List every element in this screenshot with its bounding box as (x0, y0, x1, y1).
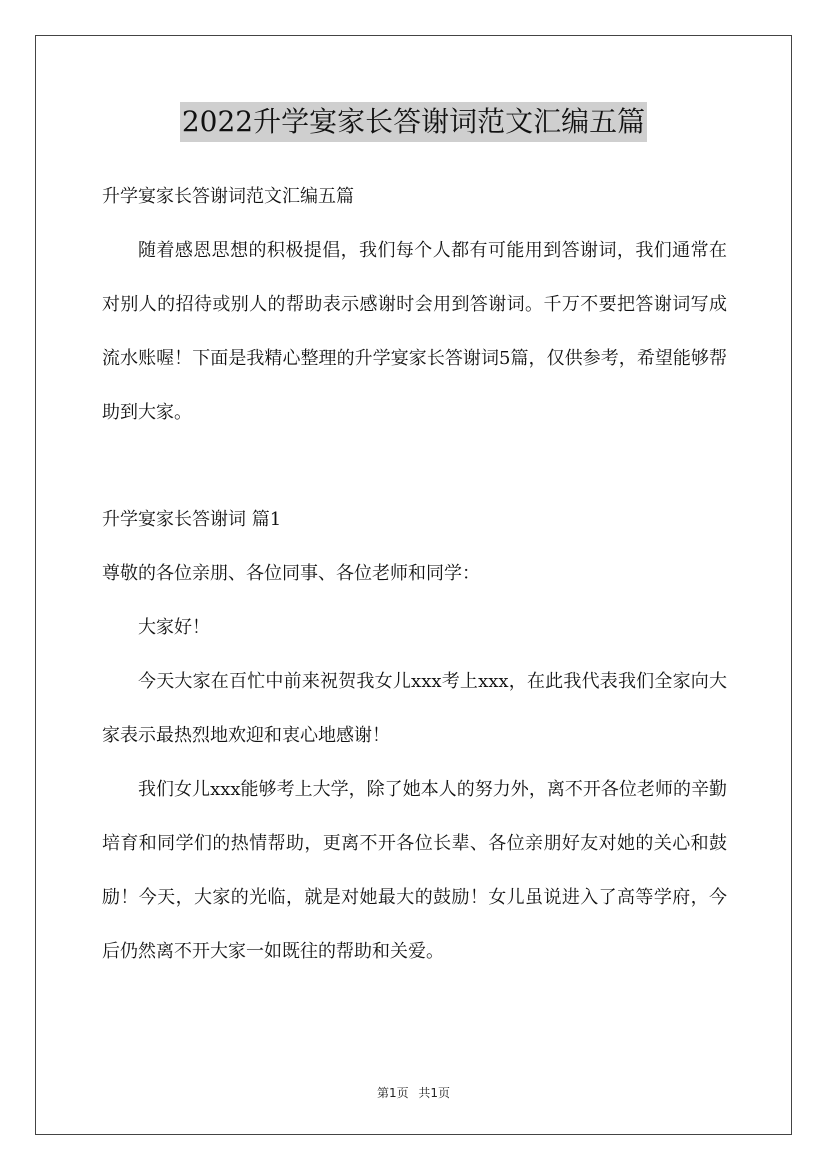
greeting: 大家好！ (138, 617, 210, 638)
document-title: 2022升学宴家长答谢词范文汇编五篇 (180, 102, 647, 142)
spacer (102, 440, 727, 493)
page-number-total: 共1页 (418, 1086, 451, 1100)
paragraph-2: 我们女儿xxx能够考上大学，除了她本人的努力外，离不开各位老师的辛勤培育和同学们的热情帮助，更离不开各位长辈、各位亲朋好友对她的关心和鼓励！今天，大家的光临，就是对她最大的鼓励！女儿虽说进入了高等学府，今后仍然离不开大家一如既往的帮助和关爱。 (102, 779, 727, 962)
page-footer (0, 1084, 827, 1101)
page-number-current: 第1页 (376, 1086, 409, 1100)
document-subtitle: 升学宴家长答谢词范文汇编五篇 (102, 186, 354, 207)
salutation: 尊敬的各位亲朋、各位同事、各位老师和同学： (102, 563, 480, 584)
intro-paragraph: 随着感恩思想的积极提倡，我们每个人都有可能用到答谢词，我们通常在对别人的招待或别人的帮助表示感谢时会用到答谢词。千万不要把答谢词写成流水账喔！下面是我精心整理的升学宴家长答谢词5篇，仅供参考，希望能够帮助到大家。 (102, 240, 727, 423)
section-heading: 升学宴家长答谢词 篇1 (102, 509, 282, 530)
document-body (102, 170, 727, 979)
paragraph-1: 今天大家在百忙中前来祝贺我女儿xxx考上xxx，在此我代表我们全家向大家表示最热烈地欢迎和衷心地感谢！ (102, 671, 727, 746)
title-wrap (0, 102, 827, 142)
